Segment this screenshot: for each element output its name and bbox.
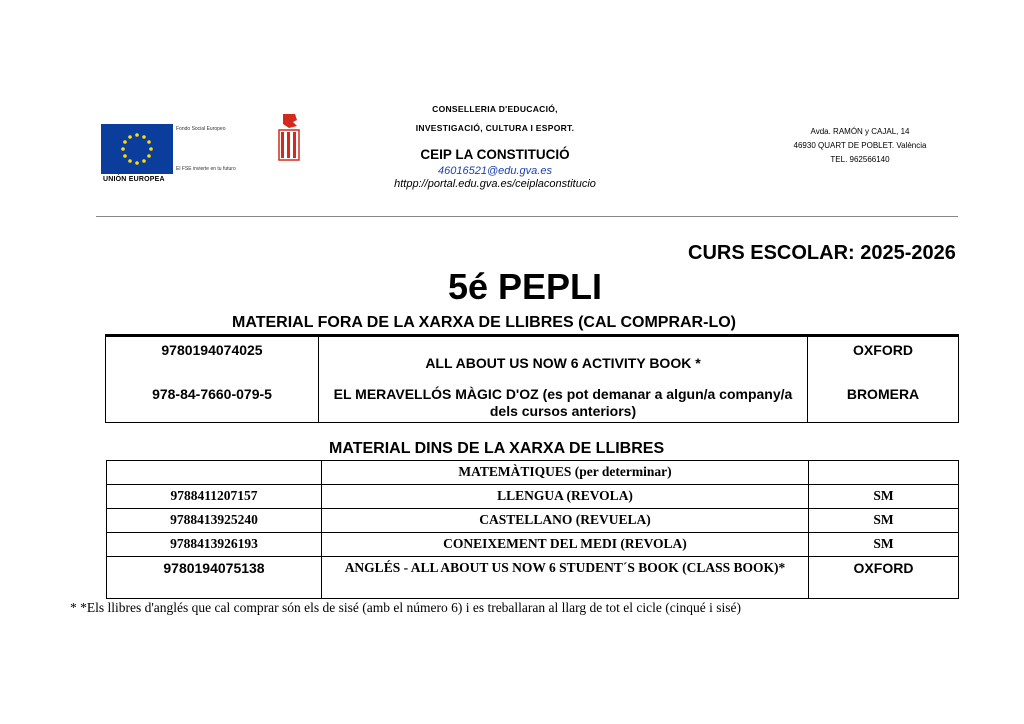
conselleria-line-1: CONSELLERIA D'EDUCACIÓ, [432, 104, 558, 114]
book-title: ALL ABOUT US NOW 6 ACTIVITY BOOK * [425, 355, 701, 371]
book-title: CONEIXEMENT DEL MEDI (REVOLA) [322, 533, 809, 557]
school-year: CURS ESCOLAR: 2025-2026 [688, 242, 956, 264]
publisher-cell [808, 336, 959, 423]
header-divider [96, 216, 958, 217]
isbn-cell: 9788411207157 [107, 485, 322, 509]
publisher-value: OXFORD [853, 342, 913, 358]
book-title: ANGLÉS - ALL ABOUT US NOW 6 STUDENT´S BOOK (CLASS BOOK)* [322, 557, 809, 599]
table-row [106, 336, 959, 423]
address-line-3: TEL. 962566140 [830, 155, 890, 164]
inside-books-table [106, 460, 959, 599]
section-inside-title: MATERIAL DINS DE LA XARXA DE LLIBRES [329, 440, 665, 457]
address-line-1: Avda. RAMÓN y CAJAL, 14 [810, 127, 910, 136]
school-name: CEIP LA CONSTITUCIÓ [420, 147, 570, 162]
table-row [107, 461, 959, 485]
address-line-2: 46930 QUART DE POBLET. València [793, 141, 927, 150]
book-title: CASTELLANO (REVUELA) [322, 509, 809, 533]
book-title: LLENGUA (REVOLA) [322, 485, 809, 509]
generalitat-logo-icon [275, 112, 303, 164]
isbn-value: 978-84-7660-079-5 [152, 386, 272, 402]
publisher-cell [809, 461, 959, 485]
isbn-cell: 9788413926193 [107, 533, 322, 557]
eu-fund-text: Fondo Social Europeo [176, 126, 226, 132]
isbn-cell [107, 461, 322, 485]
section-outside-title: MATERIAL FORA DE LA XARXA DE LLIBRES (CAL COMPRAR-LO) [232, 314, 736, 331]
eu-label: UNIÓN EUROPEA [103, 176, 165, 183]
page-title: 5é PEPLI [447, 266, 603, 307]
outside-books-table [105, 334, 959, 423]
publisher-cell: SM [809, 509, 959, 533]
isbn-cell: 9780194075138 [107, 557, 322, 599]
publisher-cell: OXFORD [809, 557, 959, 599]
conselleria-line-2: INVESTIGACIÓ, CULTURA I ESPORT. [415, 123, 575, 133]
isbn-cell: 9788413925240 [107, 509, 322, 533]
table-row [107, 557, 959, 599]
isbn-cell [106, 336, 319, 423]
school-portal-link[interactable]: httpp://portal.edu.gva.es/ceiplaconstitucio [394, 178, 596, 190]
table-row [107, 509, 959, 533]
school-address [760, 125, 960, 167]
publisher-value: BROMERA [846, 386, 920, 402]
publisher-cell: SM [809, 533, 959, 557]
publisher-cell: SM [809, 485, 959, 509]
school-email-link[interactable]: 46016521@edu.gva.es [438, 165, 552, 177]
eu-fse-text: El FSE invierte en tu futuro [176, 166, 236, 172]
conselleria-heading [360, 100, 630, 138]
table-row [107, 533, 959, 557]
book-title: EL MERAVELLÓS MÀGIC D'OZ (es pot demanar a algun/a company/a dels cursos anteriors) [333, 386, 793, 419]
footnote: * *Els llibres d'anglés que cal comprar són els de sisé (amb el número 6) i es treballaran al llarg de tot el cicle (cinqué i sisé) [70, 600, 741, 615]
title-cell [319, 336, 808, 423]
table-row [107, 485, 959, 509]
isbn-value: 9780194074025 [161, 342, 263, 358]
book-title: MATEMÀTIQUES (per determinar) [322, 461, 809, 485]
eu-flag-icon [101, 124, 173, 174]
